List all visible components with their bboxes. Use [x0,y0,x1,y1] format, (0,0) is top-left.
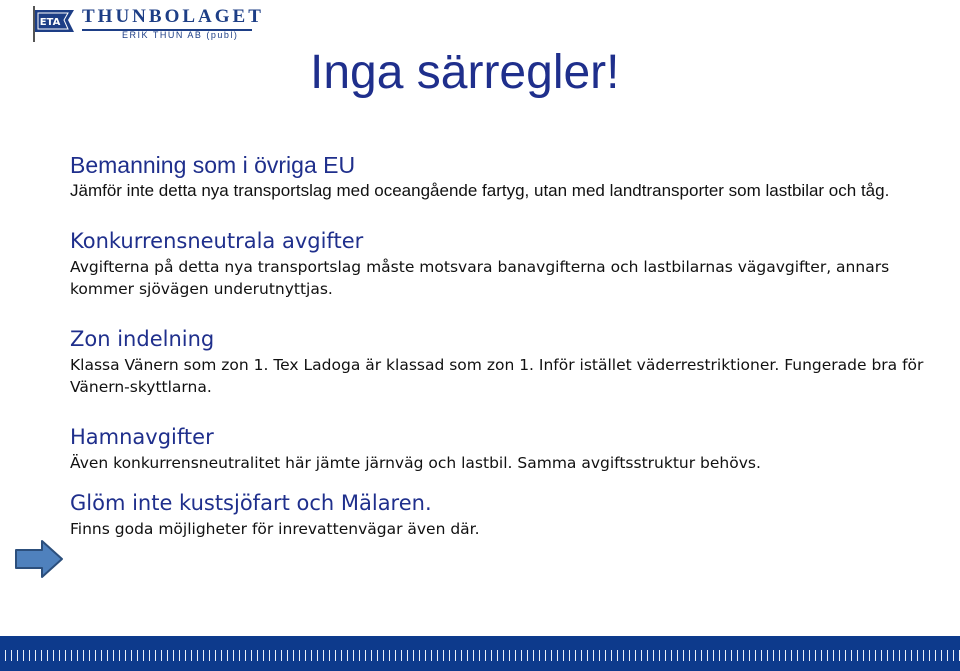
section-heading: Bemanning som i övriga EU [70,152,356,178]
section-hamnavgifter [70,422,930,474]
section-body: Finns goda möjligheter för inrevattenvägar även där. [70,520,480,538]
section-heading: Hamnavgifter [70,425,214,449]
logo-subtitle: ERIK THUN AB (publ) [122,30,239,40]
footer-stripes [0,650,960,661]
arrow-right-icon [14,538,64,580]
company-logo [30,4,264,44]
slide-title: Inga särregler! [310,46,620,99]
logo-flag-text: ETA [39,17,61,28]
logo-name: THUNBOLAGET [82,6,264,27]
section-avgifter [70,226,930,300]
section-heading: Zon indelning [70,327,215,351]
section-body: Klassa Vänern som zon 1. Tex Ladoga är klassad som zon 1. Inför istället väderrestriktioner. Fungerade bra för Vänern-skyttlarna. [70,356,924,396]
section-zon-indelning [70,324,930,398]
slide-content [70,150,930,540]
section-body: Jämför inte detta nya transportslag med oceangående fartyg, utan med landtransporter som lastbilar och tåg. [70,181,890,200]
flag-icon [30,4,78,44]
section-body: Även konkurrensneutralitet här jämte järnväg och lastbil. Samma avgiftsstruktur behövs. [70,454,761,472]
section-heading: Konkurrensneutrala avgifter [70,229,364,253]
section-heading: Glöm inte kustsjöfart och Mälaren. [70,491,432,515]
section-bemanning [70,150,930,202]
section-body: Avgifterna på detta nya transportslag måste motsvara banavgifterna och lastbilarnas vägavgifter, annars kommer sjövägen underutnyttjas. [70,258,890,298]
section-kustsjofart [70,488,930,540]
